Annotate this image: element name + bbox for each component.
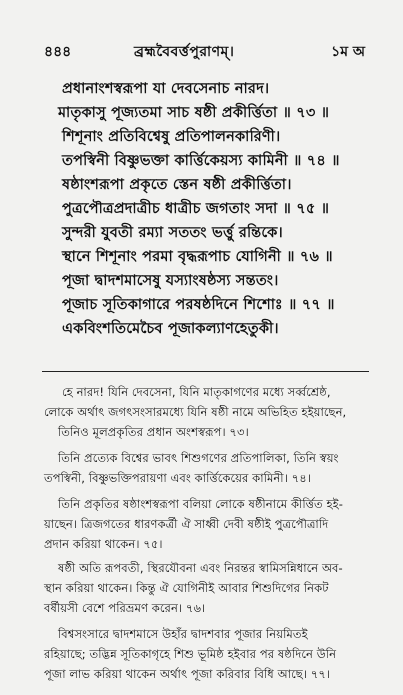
page-number: ৪৪৪ bbox=[44, 44, 72, 60]
commentary-line: হে নারদ! যিনি দেবসেনা, যিনি মাতৃকাগণের মধ্যে সর্ব্বশ্রেষ্ঠ, bbox=[62, 385, 331, 399]
chapter-label: ১ম অ bbox=[331, 44, 365, 60]
commentary-line: তপস্বিনী, বিষ্ণুভক্তিপরায়ণা এবং কার্ত্তিকেয়ের কামিনী। ৭৪। bbox=[44, 471, 312, 485]
commentary-line: প্রদান করিয়া থাকেন। ৭৫। bbox=[44, 537, 163, 551]
verse-line: সুন্দরী যুবতী রম্যা সততং ভর্ত্তু রন্তিকে। bbox=[62, 225, 283, 241]
commentary-line: তিনি প্রত্যেক বিশ্বের ভাবৎ শিশুগণের প্রতিপালিকা, তিনি স্বয়ং bbox=[58, 451, 339, 465]
verse-line: শিশূনাং প্রতিবিশ্বেষু প্রতিপালনকারিণী। bbox=[62, 129, 281, 145]
commentary-line: বর্ষীয়সী বেশে পরিভ্রমণ করেন। ৭৬। bbox=[44, 601, 206, 615]
verse-line: একবিংশতিমেচৈব পূজাকল্যাণহেতুকী। bbox=[62, 321, 279, 337]
commentary-line: য়াছেন। ত্রিজগতের ধারণকর্ত্রী ঐ সাধ্বী দেবী ষষ্ঠীই পুত্রপৌত্রাদি bbox=[44, 517, 329, 531]
commentary-line: লোকে অর্থাৎ জগৎসংসারমধ্যে যিনি ষষ্ঠী নামে অভিহিত হইয়াছেন, bbox=[44, 405, 347, 419]
commentary-line: স্থান করিয়া থাকেন। কিন্তু ঐ যোগিনীই আবার শিশুদিগের নিকট bbox=[44, 581, 329, 595]
commentary-line: পূজা লাভ করিয়া থাকেন অর্থাৎ পূজা করিবার বিধি আছে। ৭৭। bbox=[44, 667, 331, 681]
verse-line: মাতৃকাসু পূজ্যতমা সাচ ষষ্ঠী প্রকীর্ত্তিতা ॥ ৭৩ ॥ bbox=[58, 105, 330, 121]
verse-line: স্থানে শিশূনাং পরমা বৃদ্ধরূপাচ যোগিনী ॥ ৭৬ ॥ bbox=[62, 249, 333, 265]
page-header bbox=[0, 40, 403, 62]
verse-line: তপস্বিনী বিষ্ণুভক্তা কার্ত্তিকেয়স্য কামিনী ॥ ৭৪ ॥ bbox=[62, 153, 340, 169]
verse-line: প্রধানাংশস্বরূপা যা দেবসেনাচ নারদ। bbox=[62, 81, 270, 97]
commentary-line: ষষ্ঠী অতি রূপবতী, স্থিরযৌবনা এবং নিরন্তর স্বামিসন্নিধানে অব- bbox=[58, 561, 343, 575]
verse-line: পুত্রপৌত্রপ্রদাত্রীচ ধাত্রীচ জগতাং সদা ॥ ৭৫ ॥ bbox=[62, 201, 330, 217]
running-title: ব্রহ্মবৈবর্ত্তপুরাণম্। bbox=[134, 44, 235, 60]
commentary-line: তিনি প্রকৃতির ষষ্ঠাংশস্বরূপা বলিয়া লোকে ষষ্ঠীনামে কীর্ত্তিত হই- bbox=[58, 497, 343, 511]
verse-line: পূজা দ্বাদশমাসেষু যস্যাংষষ্ঠস্য সন্ততং। bbox=[62, 273, 279, 289]
section-divider bbox=[42, 371, 369, 372]
verse-line: পূজাচ সূতিকাগারে পরষষ্ঠদিনে শিশোঃ ॥ ৭৭ ॥ bbox=[62, 297, 335, 313]
commentary-line: রহিয়াছে; তদ্ভিন্ন সূতিকাগৃহে শিশু ভূমিষ্ঠ হইবার পর ষষ্ঠদিনে উনি bbox=[44, 647, 337, 661]
commentary-line: তিনিও মূলপ্রকৃতির প্রধান অংশস্বরূপ। ৭৩। bbox=[58, 425, 249, 439]
verse-line: ষষ্ঠাংশরূপা প্রকৃতে স্তেন ষষ্ঠী প্রকীর্ত্তিতা। bbox=[62, 177, 292, 193]
commentary-line: বিশ্বসংসারে দ্বাদশমাসে উহাঁর দ্বাদশবার পূজার নিয়মিতই bbox=[58, 627, 308, 641]
